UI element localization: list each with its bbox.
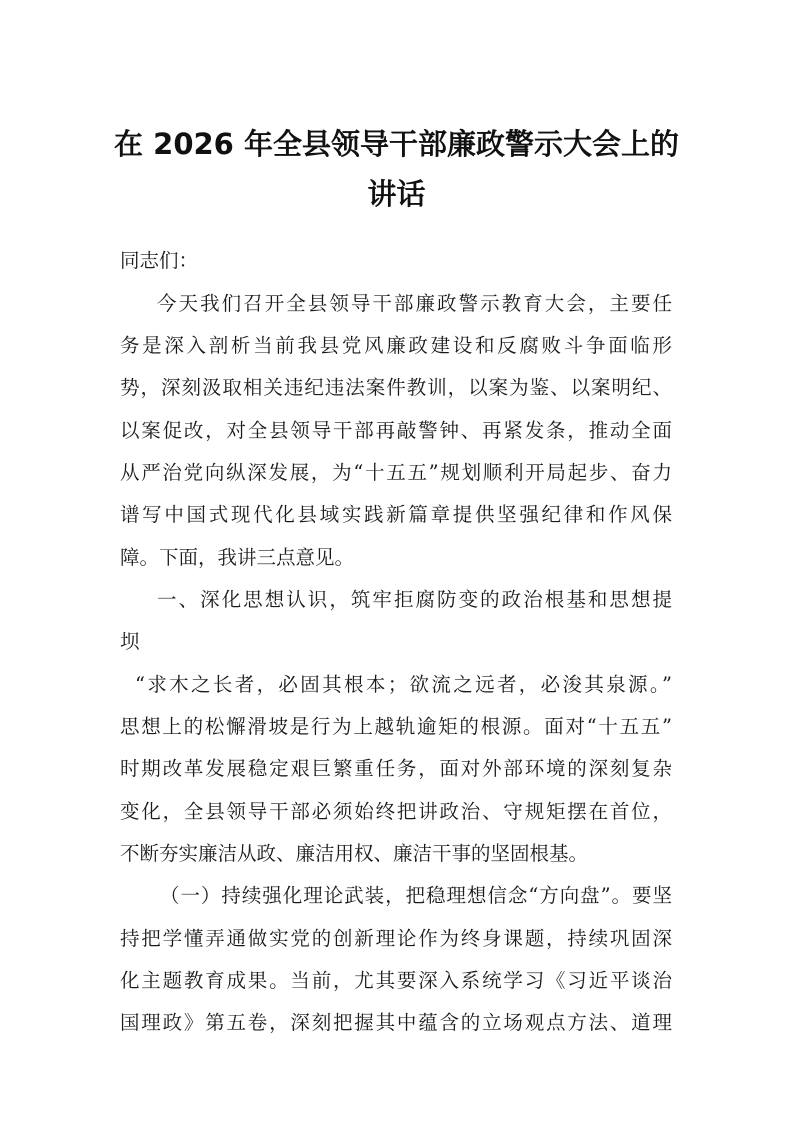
- document-title-line-2: 讲话: [367, 177, 426, 211]
- section-heading-line: 坝: [120, 630, 140, 653]
- paragraph-line: 以案促改，对全县领导干部再敲警钟、再紧发条，推动全面: [120, 419, 672, 442]
- quote-line: “求木之长者，必固其根本；欲流之远者，必浚其泉源。”: [135, 673, 672, 696]
- salutation: 同志们：: [120, 249, 199, 272]
- paragraph-line: 化主题教育成果。当前，尤其要深入系统学习《习近平谈治: [120, 969, 672, 992]
- paragraph-line: 思想上的松懈滑坡是行为上越轨逾矩的根源。面对“十五五”: [120, 715, 672, 738]
- paragraph-line: 变化，全县领导干部必须始终把讲政治、守规矩摆在首位，: [120, 800, 672, 823]
- document-title-line-1: 在 2026 年全县领导干部廉政警示大会上的: [114, 127, 679, 161]
- paragraph-line: 持把学懂弄通做实党的创新理论作为终身课题，持续巩固深: [120, 927, 672, 950]
- paragraph-line: 势，深刻汲取相关违纪违法案件教训，以案为鉴、以案明纪、: [120, 376, 672, 399]
- paragraph-line: 从严治党向纵深发展，为“十五五”规划顺利开局起步、奋力: [120, 461, 672, 484]
- paragraph-line: 障。下面，我讲三点意见。: [120, 546, 355, 569]
- paragraph-line: 国理政》第五卷，深刻把握其中蕴含的立场观点方法、道理: [120, 1011, 672, 1034]
- paragraph-line: 今天我们召开全县领导干部廉政警示教育大会，主要任: [157, 292, 672, 315]
- paragraph-line: 谱写中国式现代化县域实践新篇章提供坚强纪律和作风保: [120, 503, 672, 526]
- paragraph-line: 不断夯实廉洁从政、廉洁用权、廉洁干事的坚固根基。: [120, 842, 589, 865]
- section-heading-line: 一、深化思想认识，筑牢拒腐防变的政治根基和思想提: [157, 588, 672, 611]
- paragraph-line: 务是深入剖析当前我县党风廉政建设和反腐败斗争面临形: [120, 334, 672, 357]
- subsection-heading-line: （一）持续强化理论武装，把稳理想信念“方向盘”。要坚: [160, 884, 672, 907]
- paragraph-line: 时期改革发展稳定艰巨繁重任务，面对外部环境的深刻复杂: [120, 757, 672, 780]
